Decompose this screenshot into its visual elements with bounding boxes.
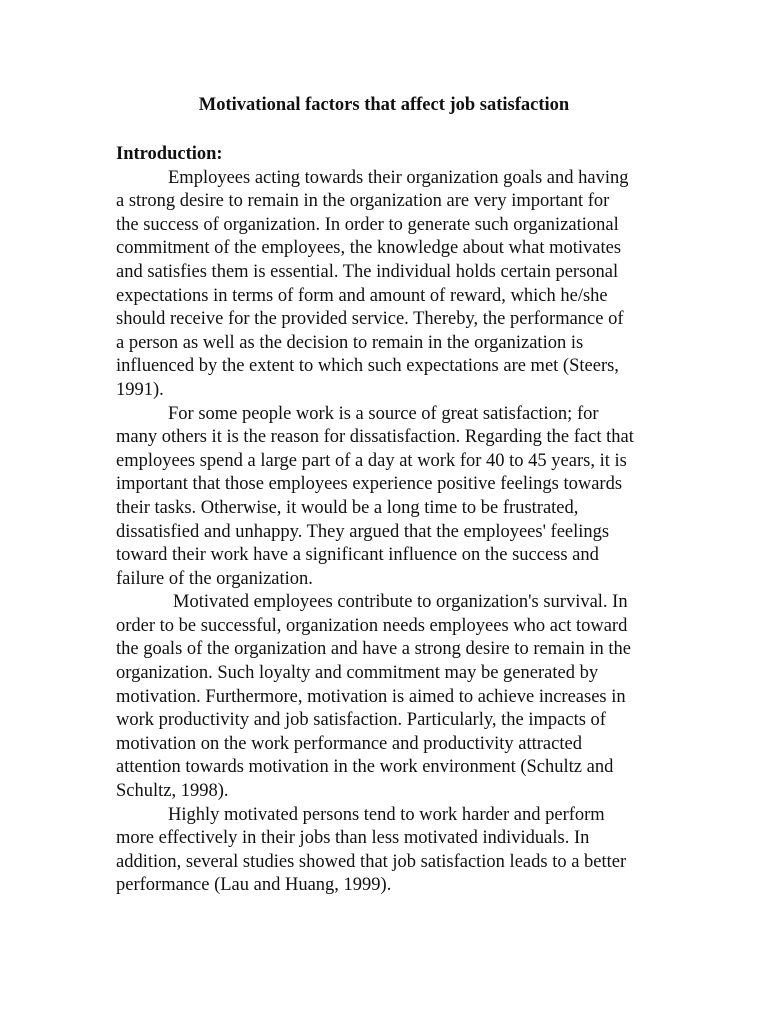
document-title: Motivational factors that affect job satisfaction — [198, 95, 570, 115]
section-heading: Introduction: — [116, 144, 223, 164]
paragraph-2: For some people work is a source of great satisfaction; for many others it is the reason for dissatisfaction. Regarding the fact that employees spend a large part of a day at work for 40 to 45 years, it is important that those employees experience positive feelings towards their tasks. Otherwise, it would be a long time to be frustrated, dissatisfied and unhappy. They argued that the employees' feelings toward their work have a significant influence on the success and failure of the organization. — [116, 403, 634, 589]
paragraph-4: Highly motivated persons tend to work harder and perform more effectively in their jobs than less motivated individuals. In addition, several studies showed that job satisfaction leads to a better performance (Lau and Huang, 1999). — [116, 804, 627, 896]
paragraph-3: Motivated employees contribute to organization's survival. In order to be successful, organization needs employees who act toward the goals of the organization and have a strong desire to remain in the organization. Such loyalty and commitment may be generated by motivation. Furthermore, motivation is aimed to achieve increases in work productivity and job satisfaction. Particularly, the impacts of motivation on the work performance and productivity attracted attention towards motivation in the work environment (Schultz and Schultz, 1998). — [116, 592, 631, 802]
paragraph-1: Employees acting towards their organization goals and having a strong desire to remain in the organization are very important for the success of organization. In order to generate such organizational commitment of the employees, the knowledge about what motivates and satisfies them is essential. The individual holds certain personal expectations in terms of form and amount of reward, which he/she should receive for the provided service. Thereby, the performance of a person as well as the decision to remain in the organization is influenced by the extent to which such expectations are met (Steers, 1991). — [116, 167, 629, 400]
document-body — [116, 143, 636, 898]
